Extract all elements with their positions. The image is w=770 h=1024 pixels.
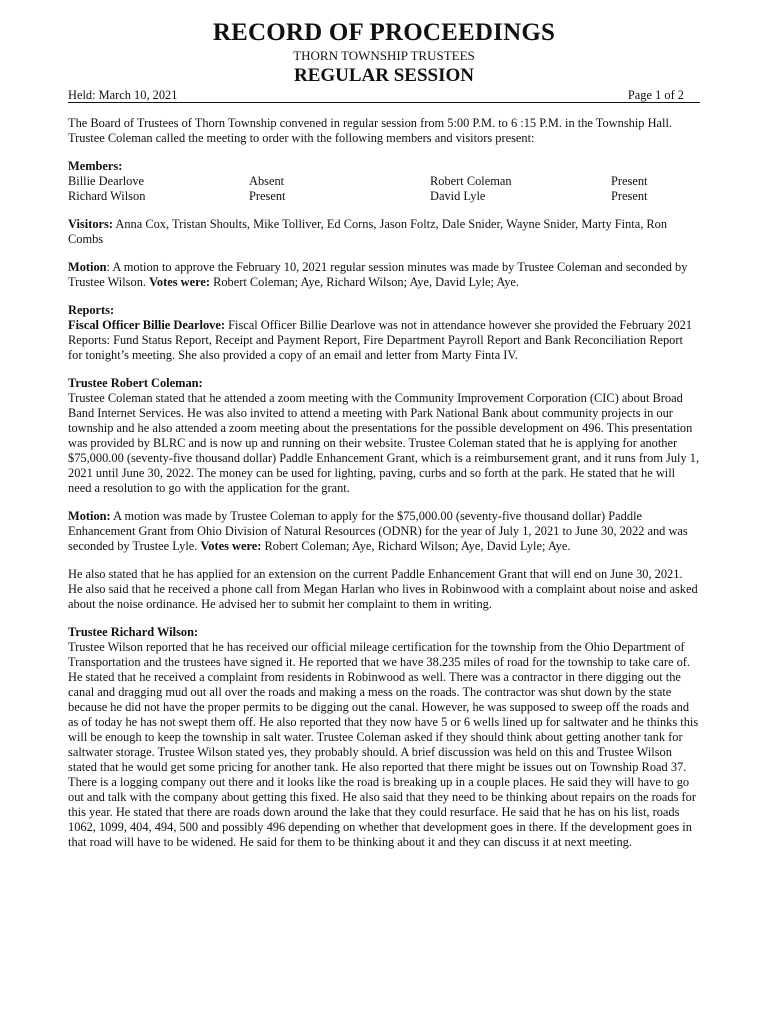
visitors-label: Visitors:	[68, 217, 113, 231]
wilson-label: Trustee Richard Wilson:	[68, 625, 199, 639]
reports-section	[68, 303, 700, 363]
member-status: Absent	[249, 174, 285, 188]
coleman-label: Trustee Robert Coleman:	[68, 376, 203, 390]
motion-label: Motion:	[68, 509, 111, 523]
fiscal-report-text: Fiscal Officer Billie Dearlove was not in attendance however she provided the February 2021 Reports: Fund Status Report, Receipt and Payment Report, Fire Department Payroll Report and Bank Reconciliation Report for tonight’s meeting. She also provided a copy of an email and letter from Marty Finta IV.	[68, 318, 693, 362]
members-section	[68, 159, 700, 204]
member-name: Billie Dearlove	[68, 174, 145, 188]
votes-text: Robert Coleman; Aye, Richard Wilson; Aye, David Lyle; Aye.	[261, 539, 571, 553]
document-subtitle: THORN TOWNSHIP TRUSTEES	[293, 48, 475, 63]
extension-paragraph: He also stated that he has applied for an extension on the current Paddle Enhancement Grant that will end on June 30, 2021. He also said that he received a phone call from Megan Harlan who lives in Robinwood with a complaint about noise and asked about the noise ordinance. He advised her to submit her complaint to them in writing.	[68, 567, 698, 611]
visitors-text: Anna Cox, Tristan Shoults, Mike Tolliver, Ed Corns, Jason Foltz, Dale Snider, Wayne Snider, Marty Finta, Ron Combs	[68, 217, 668, 246]
member-status: Present	[249, 189, 286, 203]
motion-1-paragraph	[68, 260, 700, 290]
motion-text: : A motion to approve the February 10, 2021 regular session minutes was made by Trustee Coleman and seconded by Trustee Wilson.	[68, 260, 688, 289]
intro-paragraph: The Board of Trustees of Thorn Township convened in regular session from 5:00 P.M. to 6 :15 P.M. in the Township Hall. Trustee Coleman called the meeting to order with the following members and visitors present:	[68, 116, 672, 145]
members-row	[68, 189, 700, 204]
fiscal-report-paragraph	[68, 318, 700, 363]
reports-label: Reports:	[68, 303, 115, 317]
page-number: Page 1 of 2	[627, 88, 684, 102]
wilson-text: Trustee Wilson reported that he has received our official mileage certification for the township from the Ohio Department of Transportation and the trustees have signed it. He reported that we have 38.235 miles of road for the township to take care of. He stated that he received a complaint from residents in Robinwood as well. There was a contractor in there digging out the canal and dragging mud out all over the roads and making a mess on the roads. The contractor was shut down by the state because he did not have the proper permits to be digging out the canal. However, he was supposed to sweep off the roads and as of today he has not swept them off. He also reported that they now have 5 or 6 wells lined up for saltwater and he thinks this will be enough to keep the township in salt water. Trustee Coleman asked if they should think about getting another tank for saltwater storage. Trustee Wilson stated yes, they probably should. A brief discussion was held on this and Trustee Wilson stated that he would get some pricing for another tank. He also reported that there might be issues out on Township Road 37. There is a logging company out there and it looks like the road is breaking up in a couple places. He said they will have to go out and talk with the company about getting this fixed. He also said that they need to be thinking about repairs on the roads for this year. He stated that there are roads down around the lake that they could resurface. He said that he has on his list, roads 1062, 1099, 404, 494, 500 and possibly 496 depending on whether that development goes in there. If the development goes in that road will have to be widened. He said for them to be thinking about it and they can discuss it at next meeting.	[68, 640, 699, 849]
member-name: Richard Wilson	[68, 189, 146, 203]
wilson-section	[68, 625, 700, 850]
members-label: Members:	[68, 159, 123, 173]
member-status: Present	[611, 174, 648, 188]
session-heading: REGULAR SESSION	[293, 65, 475, 86]
fiscal-officer-label: Fiscal Officer Billie Dearlove:	[68, 318, 226, 332]
member-name: David Lyle	[430, 189, 486, 203]
coleman-section	[68, 376, 700, 496]
held-date: Held: March 10, 2021	[68, 88, 178, 102]
document-page	[68, 18, 700, 850]
motion-2-paragraph	[68, 509, 700, 554]
votes-text: Robert Coleman; Aye, Richard Wilson; Aye, David Lyle; Aye.	[210, 275, 520, 289]
coleman-text: Trustee Coleman stated that he attended a zoom meeting with the Community Improvement Corporation (CIC) about Broad Band Internet Services. He was also invited to attend a meeting with Park National Bank about community projects in our township and he also attended a zoom meeting about the presentations for the possible development on 496. This presentation was provided by BLRC and is now up and running on their website. Trustee Coleman stated that he is applying for another $75,000.00 (seventy-five thousand dollar) Paddle Enhancement Grant, which is a reimbursement grant, and it runs from July 1, 2021 until June 30, 2022. The money can be used for lighting, paving, curbs and so forth at the park. He stated that he will need a resolution to go with the application for the grant.	[68, 391, 700, 495]
held-row	[68, 88, 700, 103]
member-status: Present	[611, 189, 648, 203]
votes-label: Votes were:	[149, 275, 210, 289]
document-title: RECORD OF PROCEEDINGS	[212, 19, 556, 46]
member-name: Robert Coleman	[430, 174, 512, 188]
members-row	[68, 174, 700, 189]
motion-label: Motion	[68, 260, 107, 274]
votes-label: Votes were:	[200, 539, 262, 553]
motion-text: A motion was made by Trustee Coleman to apply for the $75,000.00 (seventy-five thousand dollar) Paddle Enhancement Grant from Ohio Division of Natural Resources (ODNR) for the year of July 1, 2021 to June 30, 2022 and was seconded by Trustee Lyle.	[68, 509, 688, 553]
visitors-paragraph	[68, 217, 700, 247]
